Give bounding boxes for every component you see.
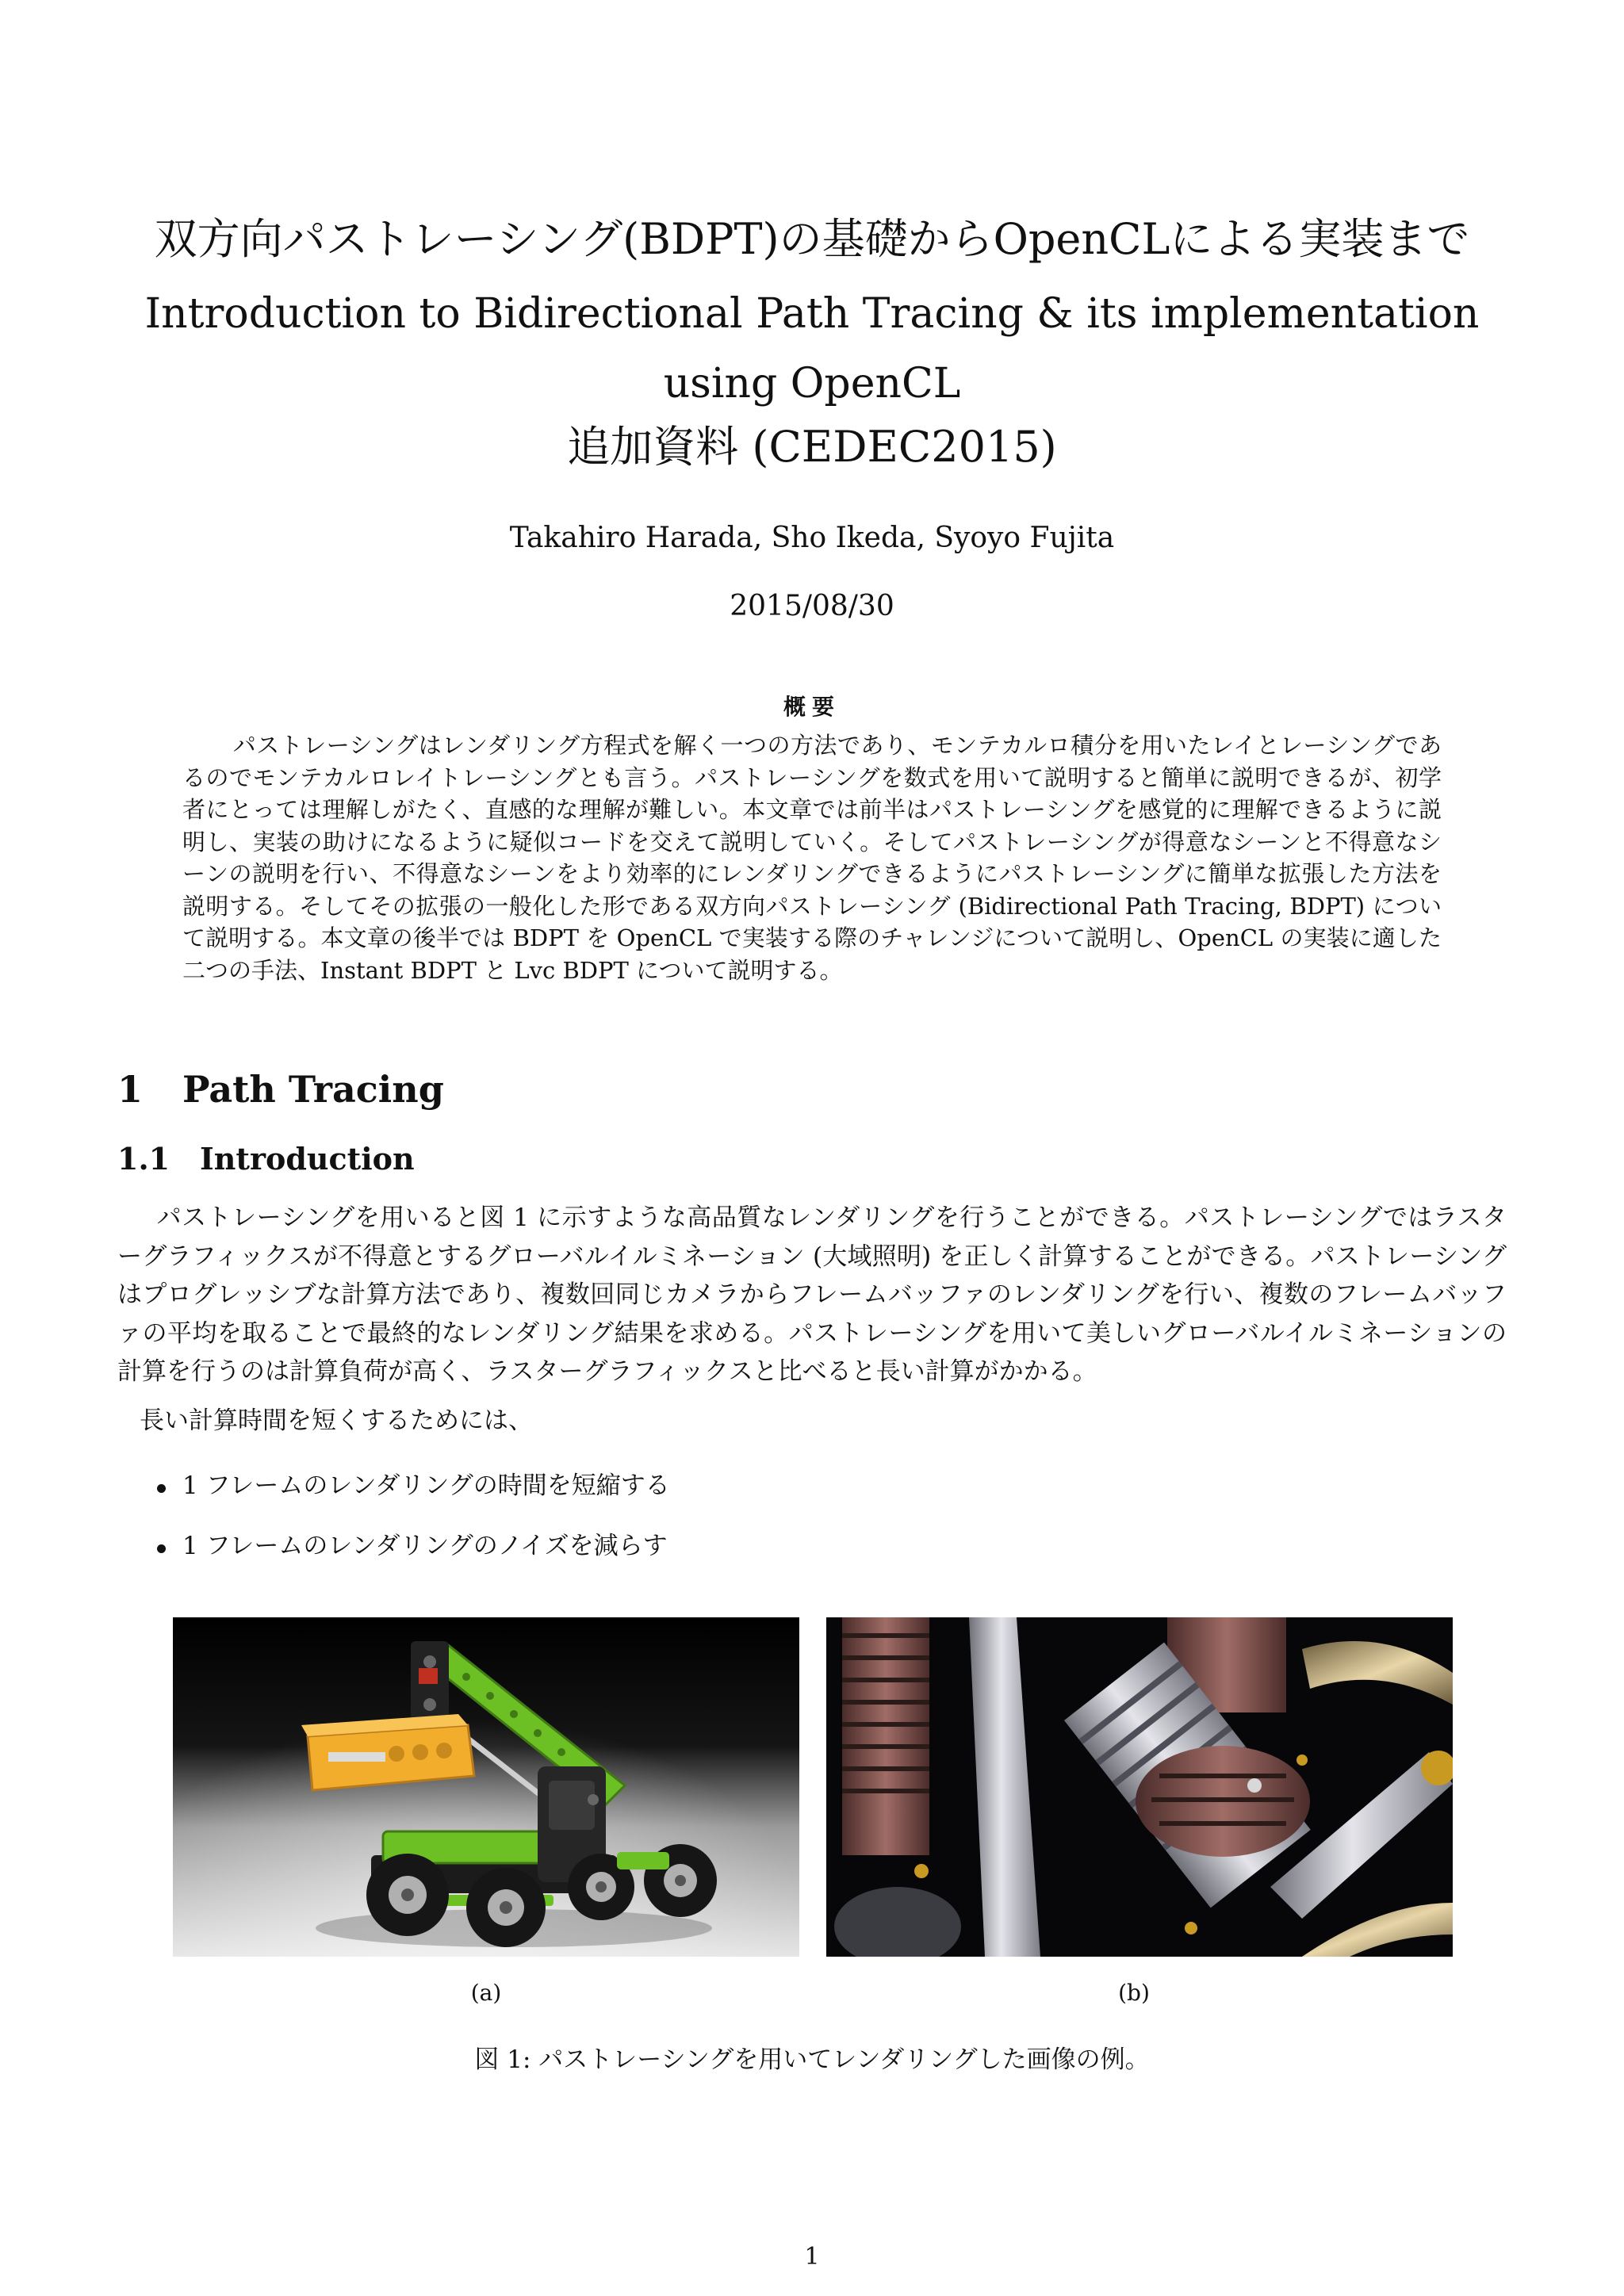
bullet-icon <box>157 1484 166 1493</box>
figure-caption: 図 1: パストレーシングを用いてレンダリングした画像の例。 <box>474 2045 1150 2074</box>
lego-truck-render <box>173 1617 799 1957</box>
subsection-number: 1.1 <box>117 1141 170 1177</box>
title-japanese: 双方向パストレーシング(BDPT)の基礎からOpenCLによる実装まで <box>154 214 1470 264</box>
section-title: Path Tracing <box>182 1068 444 1111</box>
abstract-text: パストレーシングはレンダリング方程式を解く一つの方法であり、モンテカルロ積分を用いたレイとレーシングであるのでモンテカルロレイトレーシングとも言う。パストレーシングを数式を用いて説明すると簡単に説明できるが、初学者にとっては理解しがたく、直感的な理解が難しい。本文章では前半はパストレーシングを感覚的に理解できるように説明し、実装の助けになるように疑似コードを交えて説明していく。そしてパストレーシングが得意なシーンと不得意なシーンの説明を行い、不得意なシーンをより効率的にレンダリングできるようにパストレーシングに簡単な拡張した方法を説明する。そしてその拡張の一般化した形である双方向パストレーシング (Bidirectional Path Tracing, BDPT) について説明する。本文章の後半では BDPT を OpenCL で実装する際のチャレンジについて説明し、OpenCL の実装に適した二つの手法、Instant BDPT と Lvc BDPT について説明する。 <box>182 732 1442 984</box>
date: 2015/08/30 <box>730 590 894 622</box>
list-item-text: 1 フレームのレンダリングのノイズを減らす <box>182 1532 668 1560</box>
title-english: Introduction to Bidirectional Path Tracing & its implementation using OpenCL <box>144 290 1480 408</box>
bullet-list <box>151 1467 670 1587</box>
bullet-icon <box>157 1544 166 1553</box>
intro-lead: 長い計算時間を短くするためには、 <box>140 1406 533 1435</box>
authors: Takahiro Harada, Sho Ikeda, Syoyo Fujita <box>509 522 1115 554</box>
page-number: 1 <box>804 2243 820 2271</box>
figure-a-label: (a) <box>470 1980 502 2006</box>
engine-render <box>826 1617 1453 1957</box>
list-item <box>151 1527 670 1565</box>
list-item <box>151 1467 670 1505</box>
figure-b-label: (b) <box>1118 1980 1150 2006</box>
subsection-heading <box>117 1138 415 1180</box>
subsection-title: Introduction <box>200 1141 415 1177</box>
intro-paragraph: パストレーシングを用いると図 1 に示すような高品質なレンダリングを行うことができる。パストレーシングではラスターグラフィックスが不得意とするグローバルイルミネーション (大域照明) を正しく計算することができる。パストレーシングはプログレッシブな計算方法であり、複数回同じカメラからフレームバッファのレンダリングを行い、複数のフレームバッファの平均を取ることで最終的なレンダリング結果を求める。パストレーシングを用いて美しいグローバルイルミネーションの計算を行うのは計算負荷が高く、ラスターグラフィックスと比べると長い計算がかかる。 <box>117 1203 1507 1386</box>
title-supplement: 追加資料 (CEDEC2015) <box>567 422 1057 472</box>
list-item-text: 1 フレームのレンダリングの時間を短縮する <box>182 1471 670 1500</box>
figure-b-image <box>826 1617 1453 1957</box>
figure-a-image <box>173 1617 799 1957</box>
abstract-heading: 概要 <box>783 694 841 720</box>
section-heading <box>117 1066 444 1113</box>
section-number: 1 <box>117 1068 144 1111</box>
